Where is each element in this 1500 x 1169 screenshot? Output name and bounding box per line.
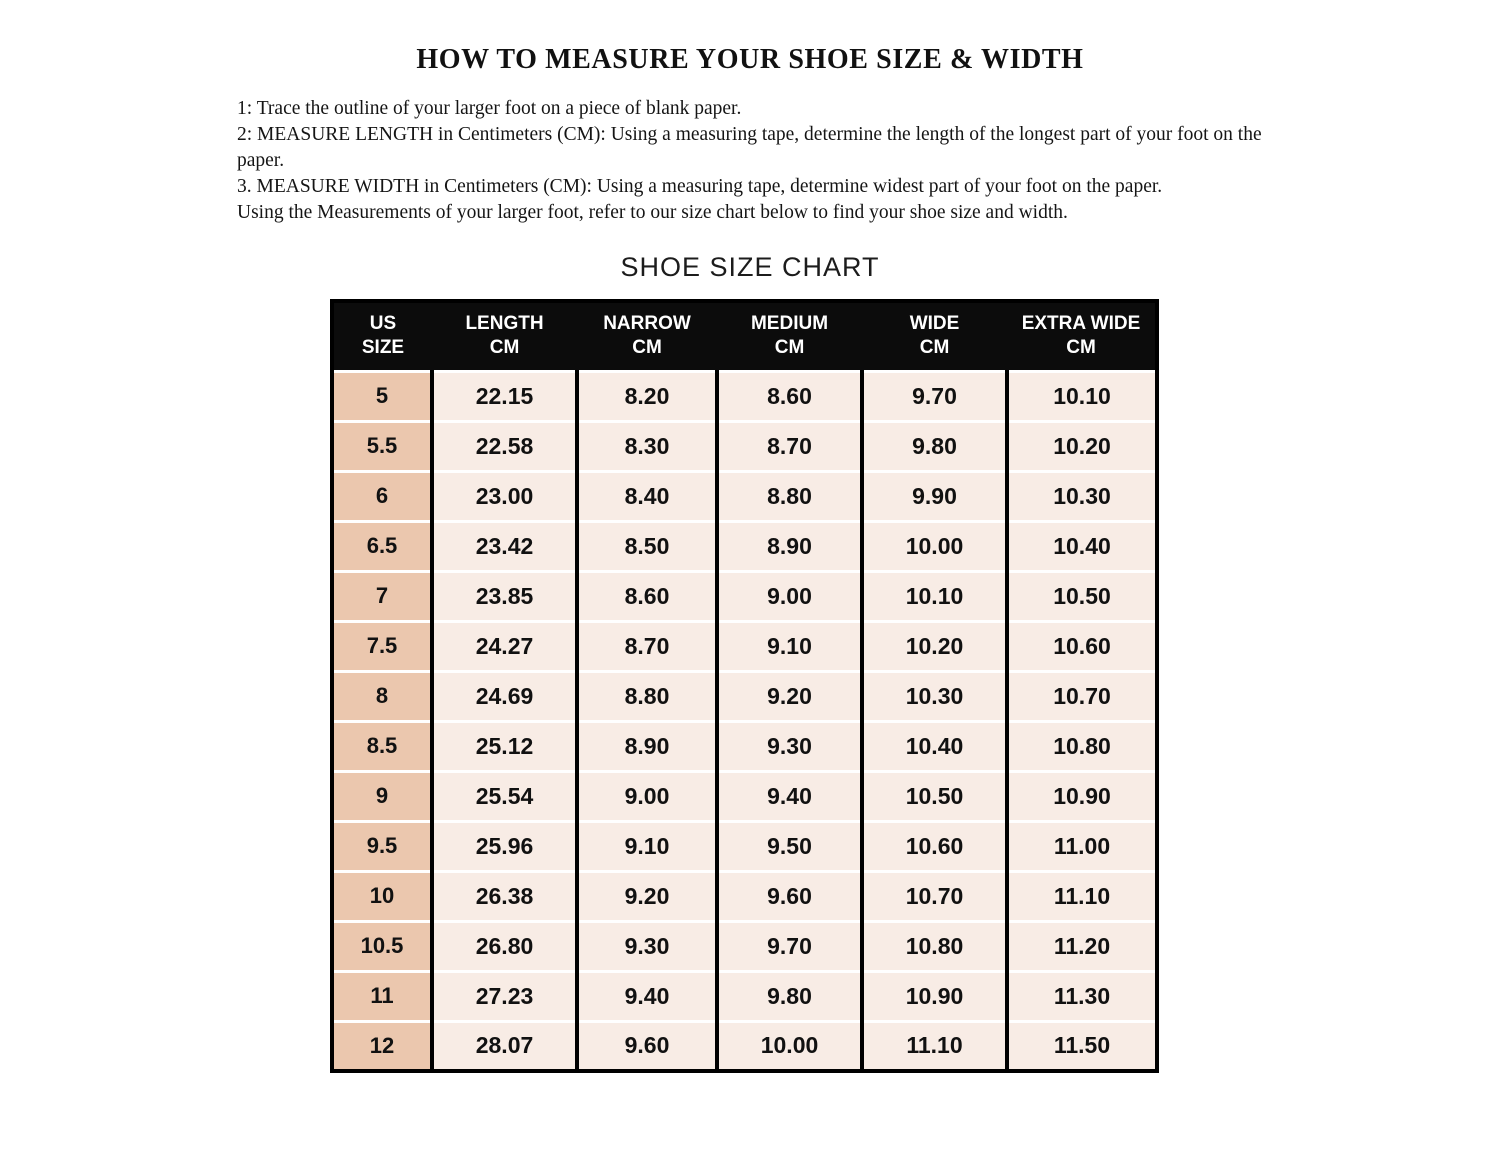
table-row: [332, 671, 1157, 721]
length-cell: 25.12: [432, 721, 577, 771]
extra-wide-cell: 11.00: [1007, 821, 1157, 871]
header-us-size-line1: US: [369, 313, 397, 334]
us-size-cell: 7.5: [332, 621, 432, 671]
us-size-cell: 10: [332, 871, 432, 921]
wide-cell: 10.00: [862, 521, 1007, 571]
narrow-cell: 9.10: [577, 821, 717, 871]
medium-cell: 8.60: [717, 371, 862, 421]
length-cell: 22.58: [432, 421, 577, 471]
narrow-cell: 9.60: [577, 1021, 717, 1071]
header-narrow-line2: CM: [632, 336, 662, 358]
header-us-size-line2: SIZE: [361, 336, 405, 358]
medium-cell: 8.90: [717, 521, 862, 571]
table-row: [332, 471, 1157, 521]
wide-cell: 9.80: [862, 421, 1007, 471]
table-header: [332, 301, 1157, 371]
medium-cell: 8.70: [717, 421, 862, 471]
extra-wide-cell: 10.30: [1007, 471, 1157, 521]
header-extra-wide: [1007, 301, 1157, 371]
medium-cell: 9.50: [717, 821, 862, 871]
table-row: [332, 421, 1157, 471]
wide-cell: 10.50: [862, 771, 1007, 821]
extra-wide-cell: 10.90: [1007, 771, 1157, 821]
medium-cell: 9.80: [717, 971, 862, 1021]
narrow-cell: 8.20: [577, 371, 717, 421]
header-extra-wide-line2: CM: [1066, 336, 1096, 358]
wide-cell: 10.90: [862, 971, 1007, 1021]
table-row: [332, 821, 1157, 871]
extra-wide-cell: 10.60: [1007, 621, 1157, 671]
medium-cell: 9.60: [717, 871, 862, 921]
chart-title: SHOE SIZE CHART: [620, 252, 880, 282]
narrow-cell: 8.90: [577, 721, 717, 771]
table-row: [332, 921, 1157, 971]
header-wide-line2: CM: [919, 336, 950, 358]
us-size-cell: 8: [332, 671, 432, 721]
table-row: [332, 971, 1157, 1021]
us-size-cell: 10.5: [332, 921, 432, 971]
us-size-cell: 5: [332, 371, 432, 421]
us-size-cell: 6.5: [332, 521, 432, 571]
us-size-cell: 7: [332, 571, 432, 621]
wide-cell: 9.90: [862, 471, 1007, 521]
length-cell: 25.54: [432, 771, 577, 821]
length-cell: 24.27: [432, 621, 577, 671]
length-cell: 28.07: [432, 1021, 577, 1071]
header-medium-line1: MEDIUM: [750, 313, 829, 334]
header-medium: [717, 301, 862, 371]
us-size-cell: 5.5: [332, 421, 432, 471]
length-cell: 26.80: [432, 921, 577, 971]
medium-cell: 9.20: [717, 671, 862, 721]
table-row: [332, 571, 1157, 621]
medium-cell: 10.00: [717, 1021, 862, 1071]
header-narrow: [577, 301, 717, 371]
table-row: [332, 871, 1157, 921]
extra-wide-cell: 11.30: [1007, 971, 1157, 1021]
wide-cell: 10.40: [862, 721, 1007, 771]
table-row: [332, 1021, 1157, 1071]
narrow-cell: 9.40: [577, 971, 717, 1021]
narrow-cell: 8.30: [577, 421, 717, 471]
instruction-step-1: 1: Trace the outline of your larger foot on a piece of blank paper.: [237, 98, 742, 119]
narrow-cell: 9.00: [577, 771, 717, 821]
wide-cell: 10.30: [862, 671, 1007, 721]
size-table-body: [332, 371, 1157, 1071]
extra-wide-cell: 10.80: [1007, 721, 1157, 771]
extra-wide-cell: 10.10: [1007, 371, 1157, 421]
table-row: [332, 371, 1157, 421]
table-row: [332, 721, 1157, 771]
length-cell: 23.85: [432, 571, 577, 621]
header-narrow-line1: NARROW: [603, 313, 691, 334]
table-row: [332, 621, 1157, 671]
wide-cell: 10.60: [862, 821, 1007, 871]
wide-cell: 9.70: [862, 371, 1007, 421]
medium-cell: 9.00: [717, 571, 862, 621]
wide-cell: 10.10: [862, 571, 1007, 621]
medium-cell: 8.80: [717, 471, 862, 521]
length-cell: 26.38: [432, 871, 577, 921]
length-cell: 23.42: [432, 521, 577, 571]
us-size-cell: 9: [332, 771, 432, 821]
instruction-step-3: 3. MEASURE WIDTH in Centimeters (CM): Using a measuring tape, determine widest part of your foot on the paper.: [237, 176, 1163, 197]
extra-wide-cell: 10.70: [1007, 671, 1157, 721]
extra-wide-cell: 10.20: [1007, 421, 1157, 471]
header-extra-wide-line1: EXTRA WIDE: [1021, 313, 1141, 334]
length-cell: 25.96: [432, 821, 577, 871]
shoe-size-table: [330, 299, 1159, 1073]
narrow-cell: 8.70: [577, 621, 717, 671]
header-medium-line2: CM: [774, 336, 805, 358]
extra-wide-cell: 10.40: [1007, 521, 1157, 571]
length-cell: 24.69: [432, 671, 577, 721]
medium-cell: 9.40: [717, 771, 862, 821]
us-size-cell: 9.5: [332, 821, 432, 871]
instruction-note: Using the Measurements of your larger foot, refer to our size chart below to find your shoe size and width.: [237, 202, 1068, 223]
narrow-cell: 9.20: [577, 871, 717, 921]
header-wide: [862, 301, 1007, 371]
us-size-cell: 6: [332, 471, 432, 521]
narrow-cell: 8.40: [577, 471, 717, 521]
table-row: [332, 771, 1157, 821]
header-us-size: [332, 301, 432, 371]
wide-cell: 10.20: [862, 621, 1007, 671]
extra-wide-cell: 11.50: [1007, 1021, 1157, 1071]
header-length-line1: LENGTH: [465, 313, 544, 334]
medium-cell: 9.10: [717, 621, 862, 671]
medium-cell: 9.30: [717, 721, 862, 771]
us-size-cell: 8.5: [332, 721, 432, 771]
instructions: [237, 96, 1270, 226]
us-size-cell: 12: [332, 1021, 432, 1071]
extra-wide-cell: 11.10: [1007, 871, 1157, 921]
narrow-cell: 9.30: [577, 921, 717, 971]
header-length: [432, 301, 577, 371]
us-size-cell: 11: [332, 971, 432, 1021]
extra-wide-cell: 10.50: [1007, 571, 1157, 621]
narrow-cell: 8.50: [577, 521, 717, 571]
extra-wide-cell: 11.20: [1007, 921, 1157, 971]
length-cell: 22.15: [432, 371, 577, 421]
table-row: [332, 521, 1157, 571]
wide-cell: 10.80: [862, 921, 1007, 971]
header-length-line2: CM: [489, 336, 520, 358]
narrow-cell: 8.80: [577, 671, 717, 721]
wide-cell: 10.70: [862, 871, 1007, 921]
medium-cell: 9.70: [717, 921, 862, 971]
length-cell: 23.00: [432, 471, 577, 521]
length-cell: 27.23: [432, 971, 577, 1021]
header-wide-line1: WIDE: [909, 313, 960, 334]
wide-cell: 11.10: [862, 1021, 1007, 1071]
page-title: HOW TO MEASURE YOUR SHOE SIZE & WIDTH: [416, 44, 1084, 75]
instruction-step-2: 2: MEASURE LENGTH in Centimeters (CM): Using a measuring tape, determine the length of the longest part of your foot on the paper.: [237, 124, 1262, 171]
narrow-cell: 8.60: [577, 571, 717, 621]
